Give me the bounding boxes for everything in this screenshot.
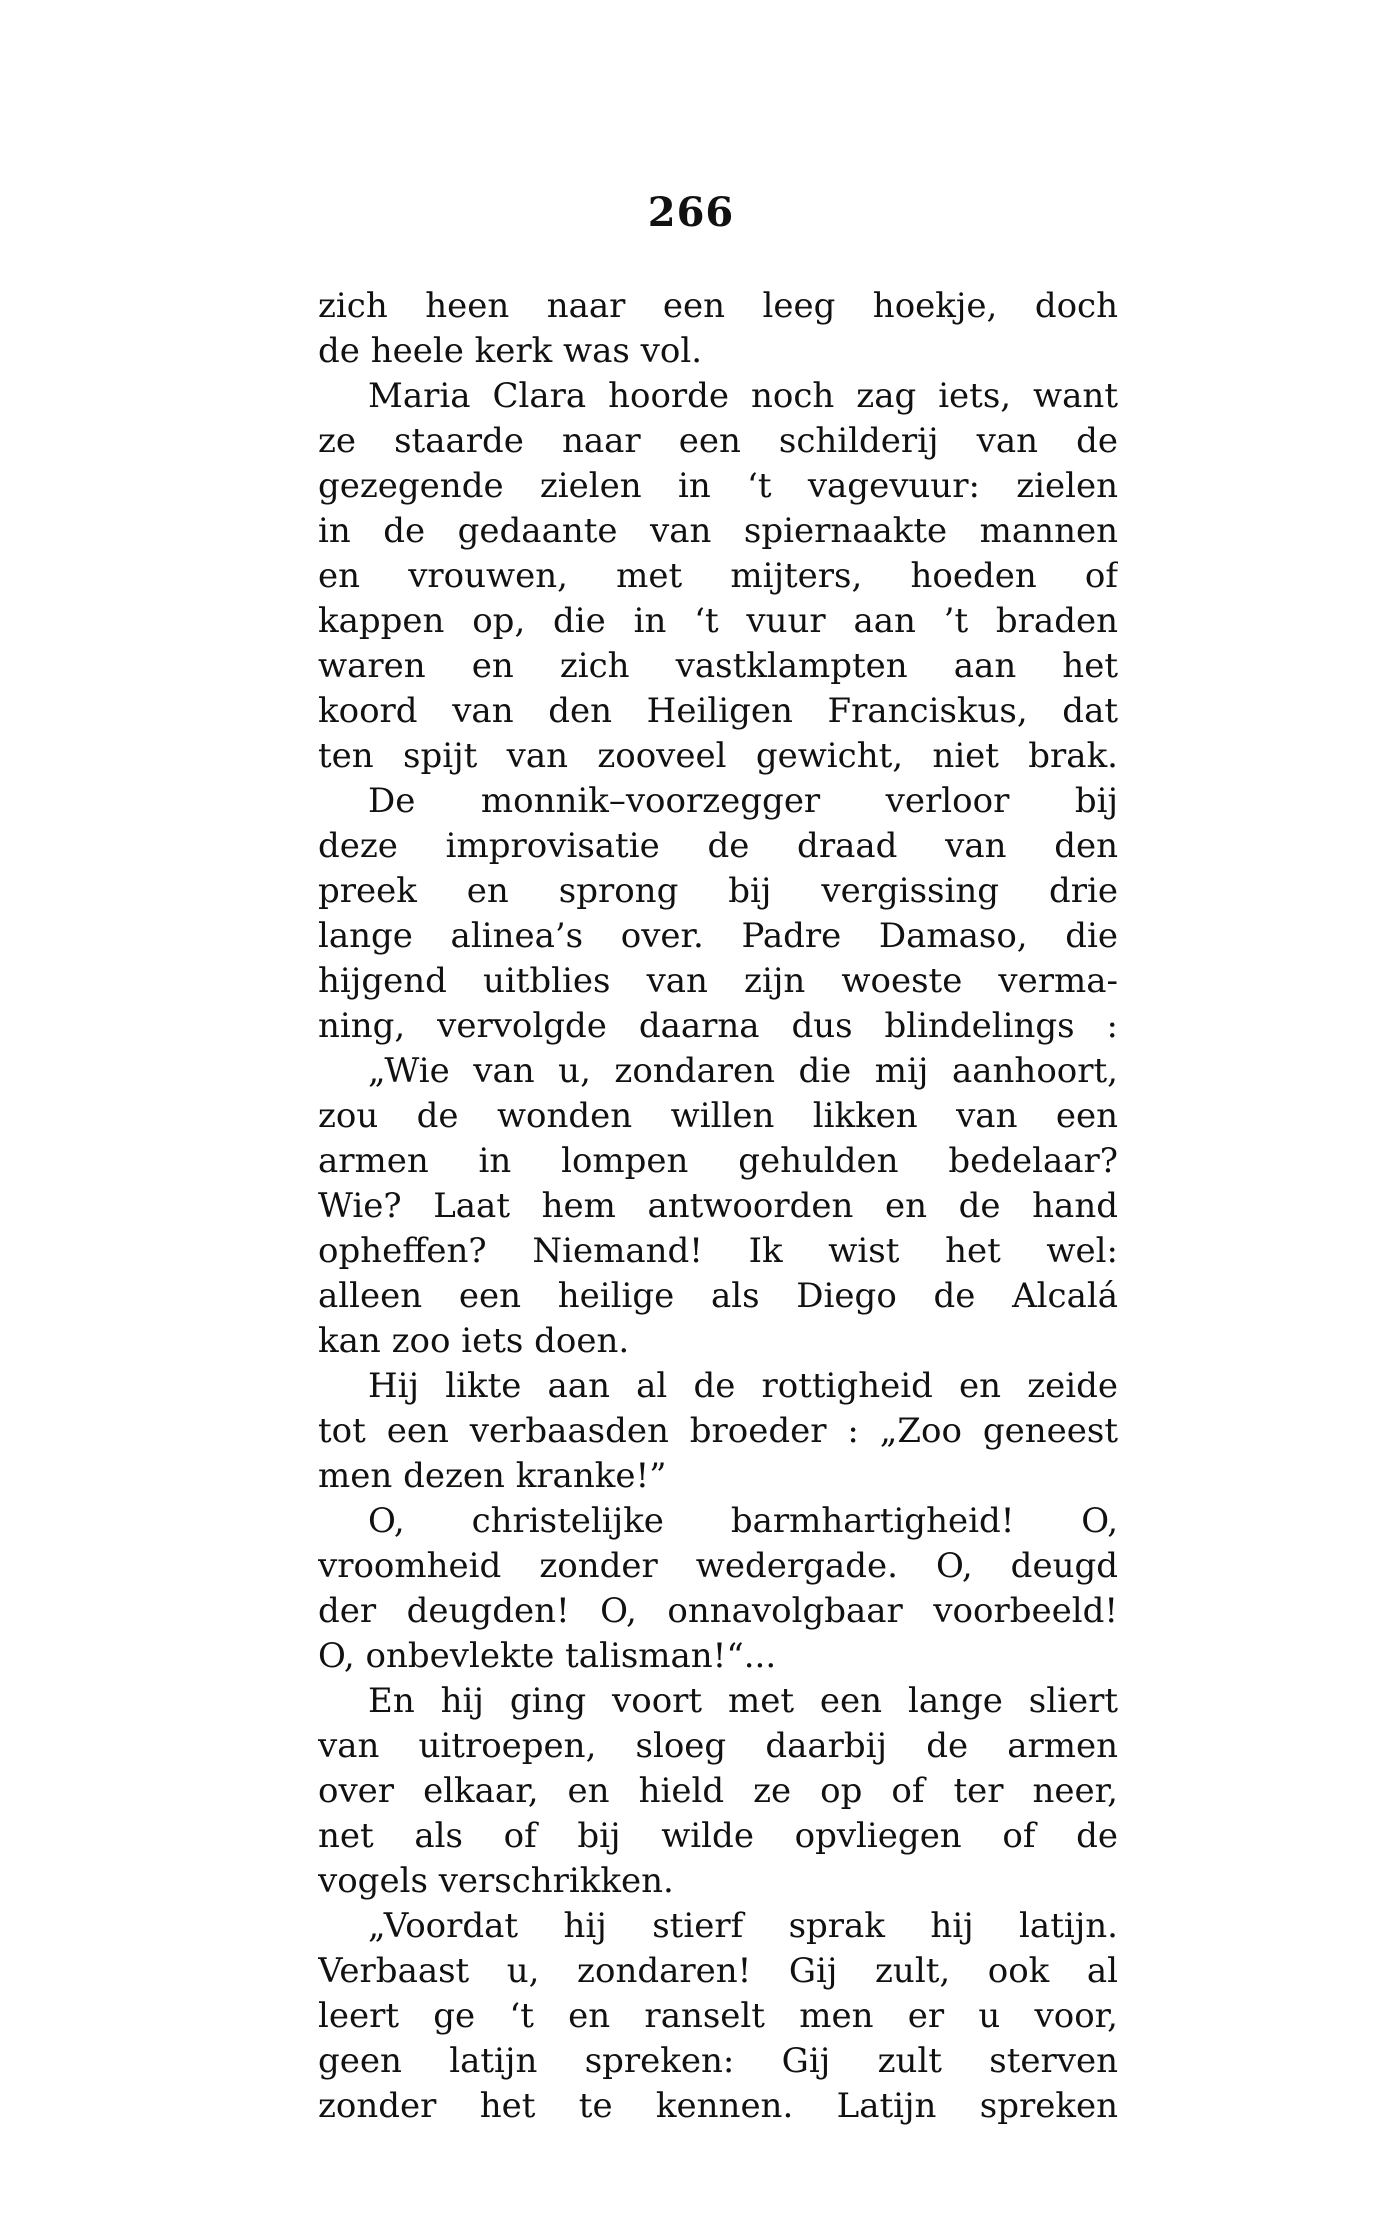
text-line: armen in lompen gehulden bedelaar?: [318, 1141, 1118, 1181]
text-line: geen latijn spreken: Gij zult sterven: [318, 2041, 1118, 2081]
text-line: over elkaar, en hield ze op of ter neer,: [318, 1771, 1118, 1811]
text-line: waren en zich vastklampten aan het: [318, 646, 1118, 686]
text-line: „Voordat hij stierf sprak hij latijn.: [368, 1906, 1118, 1946]
body-text: [318, 284, 1118, 2129]
text-line: deze improvisatie de draad van den: [318, 826, 1118, 866]
text-line: hijgend uitblies van zijn woeste verma-: [318, 961, 1118, 1001]
text-line: de heele kerk was vol.: [318, 331, 703, 371]
text-line: ning, vervolgde daarna dus blindelings :: [318, 1006, 1118, 1046]
text-line: van uitroepen, sloeg daarbij de armen: [318, 1726, 1118, 1766]
text-line: vroomheid zonder wedergade. O, deugd: [318, 1546, 1118, 1586]
text-line: Hij likte aan al de rottigheid en zeide: [368, 1366, 1118, 1406]
text-line: gezegende zielen in ‘t vagevuur: zielen: [318, 466, 1118, 506]
text-line: Verbaast u, zondaren! Gij zult, ook al: [318, 1951, 1118, 1991]
text-line: zonder het te kennen. Latijn spreken: [318, 2086, 1118, 2126]
text-line: preek en sprong bij vergissing drie: [318, 871, 1118, 911]
text-line: vogels verschrikken.: [318, 1861, 674, 1901]
text-line: lange alinea’s over. Padre Damaso, die: [318, 916, 1118, 956]
text-line: zich heen naar een leeg hoekje, doch: [318, 286, 1118, 326]
text-line: zou de wonden willen likken van een: [318, 1096, 1118, 1136]
text-line: koord van den Heiligen Franciskus, dat: [318, 691, 1118, 731]
text-line: der deugden! O, onnavolgbaar voorbeeld!: [318, 1591, 1118, 1631]
text-line: En hij ging voort met een lange sliert: [368, 1681, 1118, 1721]
text-line: O, onbevlekte talisman!“...: [318, 1636, 777, 1676]
text-line: „Wie van u, zondaren die mij aanhoort,: [368, 1051, 1118, 1091]
text-line: kappen op, die in ‘t vuur aan ’t braden: [318, 601, 1118, 641]
page-number: 266: [647, 189, 735, 236]
text-line: leert ge ‘t en ranselt men er u voor,: [318, 1996, 1118, 2036]
text-line: O, christelijke barmhartigheid! O,: [368, 1501, 1118, 1541]
text-line: net als of bij wilde opvliegen of de: [318, 1816, 1118, 1856]
text-line: en vrouwen, met mijters, hoeden of: [318, 556, 1118, 596]
text-line: Maria Clara hoorde noch zag iets, want: [368, 376, 1118, 416]
text-line: kan zoo iets doen.: [318, 1321, 630, 1361]
text-line: De monnik–voorzegger verloor bij: [368, 781, 1118, 821]
text-line: ten spijt van zooveel gewicht, niet brak.: [318, 736, 1118, 776]
text-line: Wie? Laat hem antwoorden en de hand: [318, 1186, 1118, 1226]
text-line: tot een verbaasden broeder : „Zoo geneest: [318, 1411, 1118, 1451]
text-line: men dezen kranke!”: [318, 1456, 667, 1496]
text-line: ze staarde naar een schilderij van de: [318, 421, 1118, 461]
text-line: alleen een heilige als Diego de Alcalá: [318, 1276, 1118, 1316]
text-line: in de gedaante van spiernaakte mannen: [318, 511, 1118, 551]
text-line: opheffen? Niemand! Ik wist het wel:: [318, 1231, 1118, 1271]
